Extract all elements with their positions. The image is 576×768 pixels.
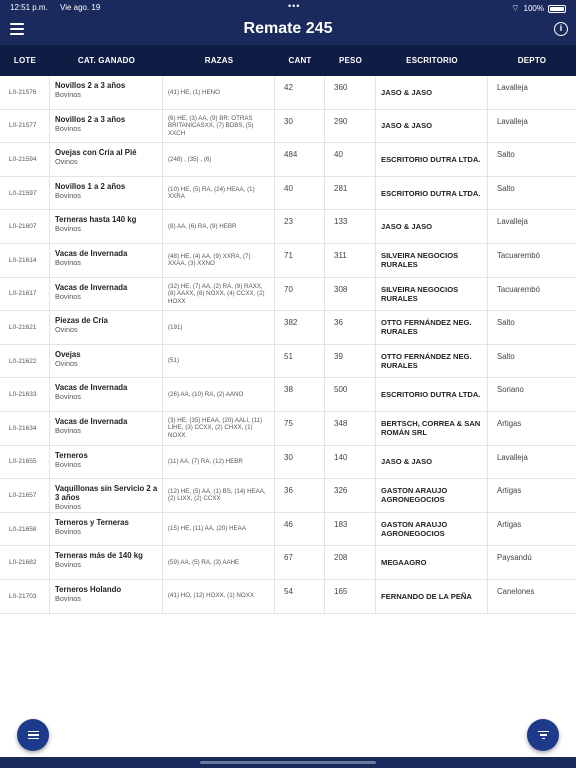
- cell-categoria: [50, 76, 163, 109]
- cell-categoria: [50, 244, 163, 277]
- cell-cantidad: 30: [275, 446, 325, 479]
- status-right: [511, 3, 566, 14]
- cell-razas: [163, 278, 275, 311]
- cell-cantidad: 75: [275, 412, 325, 445]
- categoria-tipo: Ovinos: [55, 358, 78, 368]
- multitask-dots-icon[interactable]: •••: [288, 1, 301, 11]
- cell-lote: L0-21614: [0, 244, 50, 277]
- home-indicator[interactable]: [200, 761, 376, 764]
- cell-lote: L0-21658: [0, 513, 50, 546]
- razas-text: (3) HE, (35) HEAA, (20) AALI, (11) LIHE, (3) CCXX, (2) CHXX, (1) NOXX: [168, 416, 263, 439]
- categoria-name: Piezas de Cría: [55, 316, 108, 326]
- cell-cantidad: 30: [275, 110, 325, 143]
- razas-text: (48) HE, (4) AA, (9) XXRA, (7) XXAA, (3) XXNO: [168, 252, 251, 268]
- cell-depto: Lavalleja: [497, 217, 528, 227]
- categoria-tipo: Bovinos: [55, 224, 81, 234]
- cell-escritorio: [376, 278, 488, 311]
- cell-cantidad: 40: [275, 177, 325, 210]
- cell-depto: Canelones: [497, 586, 535, 596]
- cell-escritorio: [376, 76, 488, 109]
- filter-icon: [538, 729, 549, 742]
- categoria-tipo: Bovinos: [55, 90, 81, 99]
- categoria-name: Novillos 1 a 2 años: [55, 181, 126, 191]
- cell-peso: 348: [325, 412, 376, 445]
- cell-depto: Lavalleja: [497, 452, 528, 462]
- escritorio-text: GASTON ARAUJO AGRONEGOCIOS: [381, 486, 448, 505]
- info-icon[interactable]: i: [554, 22, 568, 36]
- bottom-bar: [0, 757, 576, 768]
- cell-escritorio: [376, 580, 488, 613]
- cell-lote: L0-21577: [0, 110, 50, 143]
- wifi-icon: ⌔: [511, 3, 520, 13]
- table-row[interactable]: [0, 177, 576, 211]
- table-row[interactable]: [0, 110, 576, 144]
- cell-razas: [163, 177, 275, 210]
- categoria-name: Terneros Holando: [55, 584, 122, 594]
- cell-peso: 308: [325, 278, 376, 311]
- categoria-tipo: Bovinos: [55, 593, 81, 603]
- cell-lote: L0-21682: [0, 546, 50, 579]
- cell-escritorio: [376, 143, 488, 176]
- razas-text: (41) HO, (12) HOXX, (1) NOXX: [168, 592, 254, 600]
- cell-escritorio: [376, 412, 488, 445]
- status-time: 12:51 p.m.: [10, 3, 48, 12]
- cell-depto: Salto: [497, 150, 515, 160]
- categoria-tipo: Bovinos: [55, 526, 81, 536]
- column-header-categoria: CAT. GANADO: [77, 56, 136, 65]
- status-date: Vie ago. 19: [60, 3, 101, 12]
- column-header-cantidad: CANT: [288, 56, 312, 65]
- categoria-tipo: Bovinos: [55, 459, 81, 469]
- cell-peso: 360: [325, 76, 376, 109]
- cell-peso: 500: [325, 378, 376, 411]
- cell-depto: Tacuarembó: [497, 250, 540, 260]
- cell-escritorio: [376, 546, 488, 579]
- table-row[interactable]: [0, 278, 576, 312]
- cell-depto: Salto: [497, 318, 515, 328]
- cell-categoria: [50, 345, 163, 378]
- categoria-tipo: Bovinos: [55, 502, 81, 512]
- cell-categoria: [50, 446, 163, 479]
- cell-razas: [163, 110, 275, 143]
- cell-cantidad: 36: [275, 479, 325, 512]
- categoria-tipo: Bovinos: [55, 425, 81, 435]
- filter-button[interactable]: [527, 719, 559, 751]
- cell-depto: Salto: [497, 351, 515, 361]
- cell-cantidad: 42: [275, 76, 325, 109]
- table-row[interactable]: [0, 210, 576, 244]
- escritorio-text: JASO & JASO: [381, 87, 433, 97]
- categoria-name: Novillos 2 a 3 años: [55, 114, 126, 124]
- cell-escritorio: [376, 378, 488, 411]
- cell-categoria: [50, 546, 163, 579]
- razas-text: (32) HE, (7) AA, (2) RA, (9) RAXX, (8) AAXX, (6) NOXX, (4) CCXX, (2) HOXX: [168, 282, 265, 305]
- cell-escritorio: [376, 177, 488, 210]
- categoria-name: Vacas de Invernada: [55, 248, 128, 258]
- razas-text: (51): [168, 357, 180, 365]
- cell-razas: [163, 143, 275, 176]
- cell-escritorio: [376, 513, 488, 546]
- column-header-lote: LOTE: [13, 56, 37, 65]
- column-header-escritorio: ESCRITORIO: [406, 56, 458, 65]
- cell-peso: 290: [325, 110, 376, 143]
- razas-text: (6) HE, (3) AA, (9) BR: OTRAS BRITANICASXX, (7) BDBS, (5) XXCH: [168, 114, 254, 137]
- cell-peso: 133: [325, 210, 376, 243]
- categoria-name: Ovejas: [55, 349, 81, 359]
- column-header-razas: RAZAS: [204, 56, 234, 65]
- cell-razas: [163, 412, 275, 445]
- cell-peso: 39: [325, 345, 376, 378]
- cell-peso: 140: [325, 446, 376, 479]
- cell-razas: [163, 76, 275, 109]
- cell-depto: Paysandú: [497, 553, 532, 563]
- table-row[interactable]: [0, 244, 576, 278]
- cell-cantidad: 23: [275, 210, 325, 243]
- table-header: [0, 45, 576, 76]
- cell-razas: [163, 210, 275, 243]
- list-view-button[interactable]: [17, 719, 49, 751]
- razas-text: (15) HE, (11) AA, (20) HEAA: [168, 525, 246, 533]
- cell-lote: L0-21633: [0, 378, 50, 411]
- cell-categoria: [50, 378, 163, 411]
- escritorio-text: JASO & JASO: [381, 121, 433, 131]
- cell-categoria: [50, 580, 163, 613]
- cell-categoria: [50, 311, 163, 344]
- table-row[interactable]: [0, 446, 576, 480]
- cell-razas: [163, 244, 275, 277]
- escritorio-text: FERNANDO DE LA PEÑA: [381, 591, 472, 601]
- categoria-tipo: Bovinos: [55, 190, 81, 200]
- escritorio-text: JASO & JASO: [381, 457, 433, 467]
- escritorio-text: ESCRITORIO DUTRA LTDA.: [381, 188, 481, 198]
- razas-text: (248) , (35) , (6): [168, 155, 212, 163]
- escritorio-text: BERTSCH, CORREA & SAN ROMÁN SRL: [381, 419, 481, 438]
- cell-razas: [163, 345, 275, 378]
- cell-razas: [163, 546, 275, 579]
- column-header-depto: DEPTO: [517, 56, 547, 65]
- cell-escritorio: [376, 311, 488, 344]
- categoria-tipo: Ovinos: [55, 157, 78, 167]
- categoria-name: Novillos 2 a 3 años: [55, 81, 126, 90]
- cell-peso: 183: [325, 513, 376, 546]
- cell-depto: Artigas: [497, 519, 522, 529]
- cell-cantidad: 382: [275, 311, 325, 344]
- table-row[interactable]: [0, 143, 576, 177]
- cell-lote: L0-21657: [0, 479, 50, 512]
- cell-razas: [163, 378, 275, 411]
- table-row[interactable]: [0, 412, 576, 446]
- cell-lote: L0-21634: [0, 412, 50, 445]
- table-row[interactable]: [0, 76, 576, 110]
- status-bar: [10, 3, 566, 15]
- cell-lote: L0-21576: [0, 76, 50, 109]
- cell-escritorio: [376, 110, 488, 143]
- cell-categoria: [50, 110, 163, 143]
- cell-categoria: [50, 479, 163, 512]
- cell-categoria: [50, 412, 163, 445]
- escritorio-text: OTTO FERNÁNDEZ NEG. RURALES: [381, 352, 472, 371]
- cell-peso: 208: [325, 546, 376, 579]
- cell-peso: 326: [325, 479, 376, 512]
- cell-peso: 281: [325, 177, 376, 210]
- column-header-peso: PESO: [338, 56, 363, 65]
- cell-lote: L0-21607: [0, 210, 50, 243]
- cell-categoria: [50, 210, 163, 243]
- cell-razas: [163, 311, 275, 344]
- cell-categoria: [50, 278, 163, 311]
- categoria-name: Ovejas con Cría al Pié: [55, 148, 137, 158]
- page-title: Remate 245: [243, 20, 333, 37]
- cell-depto: Lavalleja: [497, 116, 528, 126]
- categoria-tipo: Bovinos: [55, 291, 81, 301]
- categoria-tipo: Bovinos: [55, 560, 81, 570]
- cell-razas: [163, 479, 275, 512]
- cell-cantidad: 54: [275, 580, 325, 613]
- cell-razas: [163, 446, 275, 479]
- escritorio-text: ESCRITORIO DUTRA LTDA.: [381, 390, 481, 400]
- table-row[interactable]: [0, 513, 576, 547]
- razas-text: (11) AA, (7) RA, (12) HEBR: [168, 458, 243, 466]
- categoria-tipo: Ovinos: [55, 325, 78, 335]
- razas-text: (8) AA, (6) RA, (9) HEBR: [168, 222, 237, 230]
- cell-depto: Tacuarembó: [497, 284, 540, 294]
- cell-cantidad: 70: [275, 278, 325, 311]
- cell-lote: L0-21617: [0, 278, 50, 311]
- list-icon: [28, 729, 39, 742]
- cell-cantidad: 38: [275, 378, 325, 411]
- cell-peso: 165: [325, 580, 376, 613]
- categoria-name: Terneros: [55, 450, 88, 460]
- cell-cantidad: 71: [275, 244, 325, 277]
- cell-peso: 311: [325, 244, 376, 277]
- categoria-name: Vacas de Invernada: [55, 383, 128, 393]
- cell-razas: [163, 513, 275, 546]
- cell-escritorio: [376, 345, 488, 378]
- cell-lote: L0-21597: [0, 177, 50, 210]
- cell-cantidad: 67: [275, 546, 325, 579]
- escritorio-text: SILVEIRA NEGOCIOS RURALES: [381, 284, 459, 303]
- cell-depto: Salto: [497, 183, 515, 193]
- cell-razas: [163, 580, 275, 613]
- categoria-tipo: Bovinos: [55, 257, 81, 267]
- cell-cantidad: 484: [275, 143, 325, 176]
- table-row[interactable]: [0, 546, 576, 580]
- table-row[interactable]: [0, 311, 576, 345]
- table-row[interactable]: [0, 345, 576, 379]
- cell-escritorio: [376, 244, 488, 277]
- razas-text: (10) HE, (5) RA, (24) HEAA, (1) XXRA: [168, 185, 255, 201]
- battery-percent: 100%: [523, 4, 544, 13]
- cell-categoria: [50, 513, 163, 546]
- cell-escritorio: [376, 210, 488, 243]
- cell-lote: L0-21703: [0, 580, 50, 613]
- cell-peso: 40: [325, 143, 376, 176]
- cell-categoria: [50, 177, 163, 210]
- escritorio-text: JASO & JASO: [381, 222, 433, 232]
- cell-cantidad: 51: [275, 345, 325, 378]
- razas-text: (12) HE, (5) AA, (1) BS, (14) HEAA, (2) LIXX, (2) CCXX: [168, 487, 266, 503]
- razas-text: (26) AA, (10) RA, (2) AANO: [168, 390, 244, 398]
- razas-text: (191): [168, 323, 183, 331]
- categoria-name: Vacas de Invernada: [55, 416, 128, 426]
- categoria-tipo: Bovinos: [55, 392, 81, 402]
- categoria-name: Vacas de Invernada: [55, 282, 128, 292]
- cell-depto: Artigas: [497, 486, 522, 496]
- cell-depto: Lavalleja: [497, 83, 528, 92]
- cell-lote: L0-21621: [0, 311, 50, 344]
- categoria-name: Vaquillonas sin Servicio 2 a 3 años: [55, 484, 158, 503]
- escritorio-text: SILVEIRA NEGOCIOS RURALES: [381, 251, 459, 270]
- razas-text: (41) HE, (1) HENO: [168, 88, 220, 96]
- cell-escritorio: [376, 446, 488, 479]
- escritorio-text: OTTO FERNÁNDEZ NEG. RURALES: [381, 318, 472, 337]
- categoria-name: Terneras más de 140 kg: [55, 551, 143, 561]
- battery-icon: [548, 5, 566, 13]
- cell-escritorio: [376, 479, 488, 512]
- top-header: [0, 0, 576, 45]
- cell-peso: 36: [325, 311, 376, 344]
- cell-depto: Soriano: [497, 385, 524, 395]
- cell-lote: L0-21655: [0, 446, 50, 479]
- table-row[interactable]: [0, 580, 576, 614]
- razas-text: (59) AA, (5) RA, (3) AAHE: [168, 558, 240, 566]
- cell-lote: L0-21594: [0, 143, 50, 176]
- categoria-tipo: Bovinos: [55, 123, 81, 133]
- escritorio-text: MEGAAGRO: [381, 558, 427, 568]
- lots-table-body: [0, 76, 576, 614]
- cell-lote: L0-21622: [0, 345, 50, 378]
- cell-depto: Artigas: [497, 418, 522, 428]
- cell-cantidad: 46: [275, 513, 325, 546]
- table-row[interactable]: [0, 378, 576, 412]
- table-row[interactable]: [0, 479, 576, 513]
- escritorio-text: GASTON ARAUJO AGRONEGOCIOS: [381, 520, 448, 539]
- escritorio-text: ESCRITORIO DUTRA LTDA.: [381, 154, 481, 164]
- categoria-name: Terneros y Terneras: [55, 517, 129, 527]
- cell-categoria: [50, 143, 163, 176]
- categoria-name: Terneras hasta 140 kg: [55, 215, 137, 225]
